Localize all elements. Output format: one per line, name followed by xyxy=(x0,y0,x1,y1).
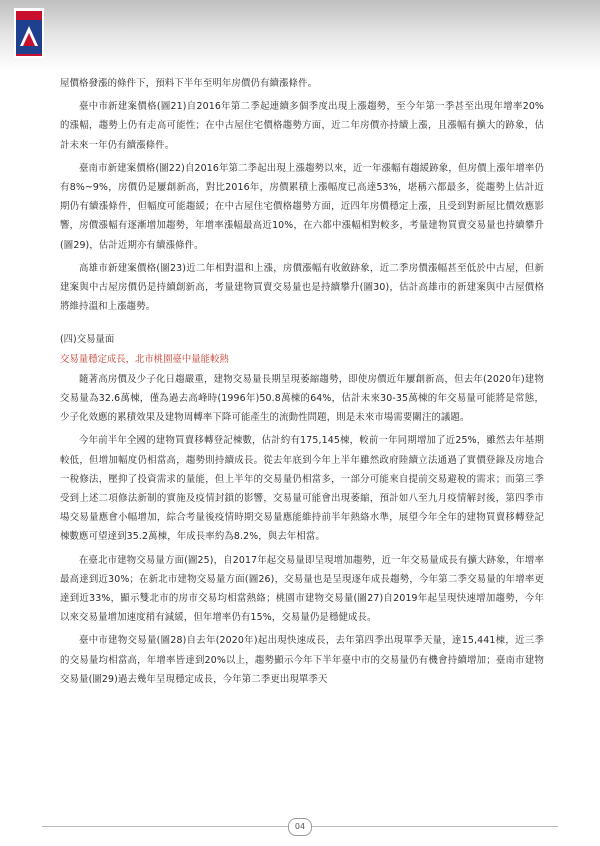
logo-emblem xyxy=(14,8,44,58)
paragraph-tainan-price: 臺南市新建案價格(圖22)自2016年第二季起出現上漲趨勢以來，近一年漲幅有趨緩跡象，但房價上漲年增率仍有8%~9%，房價仍是屢創新高，對比2016年，房價累積上漲幅度已高達53%，堪稱六都最多，從趨勢上估計近期仍有續漲條件，但幅度可能趨緩；在中古屋住宅價格趨勢方面，近四年房價穩定上漲，且受到對新屋比價效應影響，房價漲幅有逐漸增加趨勢，年增率漲幅最高近10%，在六都中漲幅相對較多，考量建物買賣交易量也持續攀升(圖29)，估計近期亦有續漲條件。 xyxy=(60,162,544,251)
section-subtitle: 交易量穩定成長，北市桃園臺中量能較熱 xyxy=(60,353,229,365)
header-band xyxy=(0,0,600,70)
page-number: 04 xyxy=(288,818,312,836)
paragraph-national-volume: 今年前半年全國的建物買賣移轉登記棟數，估計約有175,145棟，較前一年同期增加了近25%，雖然去年基期較低，但增加幅度仍相當高，趨勢則持續成長。從去年底到今年上半年雖然政府陸續立法通過了實價登錄及房地合一稅修法，壓抑了投資需求的量能，但上半年的交易量仍相當多，一部分可能來自提前交易避稅的需求；而第三季受到上述二項修法新制的實施及疫情封鎖的影響，交易量可能會出現萎縮，預計如八至九月疫情解封後，第四季市場交易量應會小幅增加，綜合考量後疫情時期交易量應能維持前半年熱絡水準，展望今年全年的建物買賣移轉登記棟數應可望達到35.2萬棟，年成長率約為8.2%，與去年相當。 xyxy=(60,435,544,543)
section-heading: (四)交易量面 xyxy=(60,334,115,346)
paragraph-taichung-volume: 臺中市建物交易量(圖28)自去年(2020年)起出現快速成長，去年第四季出現單季天量，達15,441棟，近三季的交易量均相當高，年增率皆達到20%以上，趨勢顯示今年下半年臺中市的交易量仍有機會持續增加；臺南市建物交易量(圖29)過去幾年呈現穩定成長，今年第二季更出現單季天 xyxy=(60,635,544,685)
paragraph-kaohsiung-price: 高雄市新建案價格(圖23)近二年相對溫和上漲，房價漲幅有收斂跡象，近二季房價漲幅甚至低於中古屋，但新建案與中古屋房價仍是持續創新高，考量建物買賣交易量也是持續攀升(圖30)，估計高雄市的新建案與中古屋價格將維持溫和上漲趨勢。 xyxy=(60,262,544,313)
page-content xyxy=(60,74,544,693)
paragraph-volume-trend: 隨著高房價及少子化日趨嚴重，建物交易量長期呈現萎縮趨勢，即使房價近年屢創新高，但去年(2020年)建物交易量為32.6萬棟，僅為過去高峰時(1996年)50.8萬棟的64%，估計未來30-35萬棟的年交易量可能將是常態，少子化效應的累積效果及建物周轉率下降可能產生的流動性問題，則是未來市場需要關注的議題。 xyxy=(60,373,544,424)
paragraph-north-volume: 在臺北市建物交易量方面(圖25)，自2017年起交易量即呈現增加趨勢，近一年交易量成長有擴大跡象，年增率最高達到近30%；在新北市建物交易量方面(圖26)，交易量也是呈現逐年成長趨勢，今年第二季交易量的年增率更達到近33%，顯示雙北市的房市交易均相當熱絡；桃園市建物交易量(圖27)自2019年起呈現快速增加趨勢，今年以來交易量增加速度稍有減緩，但年增率仍有15%，交易量仍是穩健成長。 xyxy=(60,554,544,624)
paragraph-taichung-price: 臺中市新建案價格(圖21)自2016年第二季起連續多個季度出現上漲趨勢，至今年第一季甚至出現年增率20%的漲幅，趨勢上仍有走高可能性；在中古屋住宅價格趨勢方面，近二年房價亦持續上漲，且漲幅有擴大的跡象，估計未來一年仍有續漲條件。 xyxy=(60,101,544,151)
paragraph-continuation: 屋價格發漲的條件下，預料下半年至明年房價仍有續漲條件。 xyxy=(60,78,318,89)
